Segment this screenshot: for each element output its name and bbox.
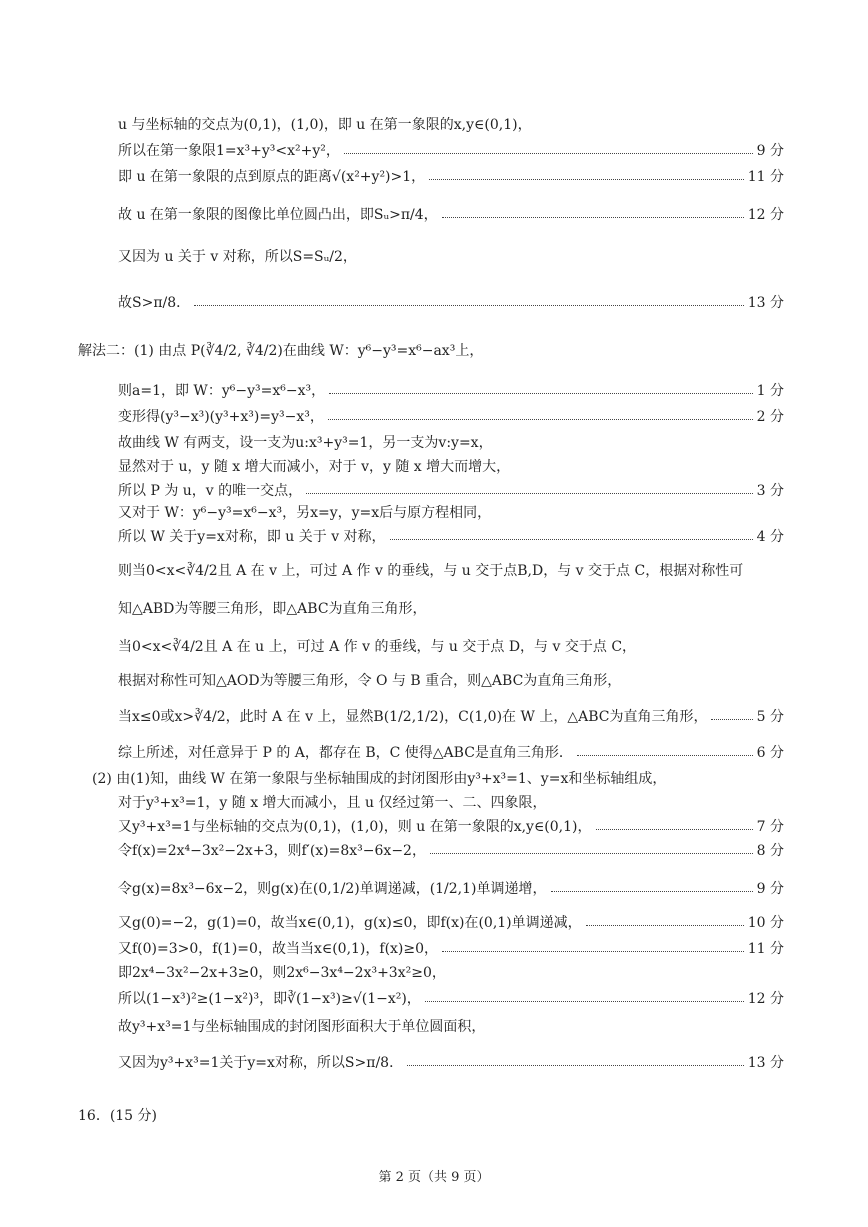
score-label: 13 分 [747,1055,784,1071]
line-text: 故曲线 W 有两支，设一支为u:x³+y³=1，另一支为v:y=x， [118,435,493,451]
line-text: 显然对于 u，y 随 x 增大而减小，对于 v，y 随 x 增大而增大， [118,459,511,475]
dotted-leader [344,153,753,154]
dotted-leader [442,217,744,218]
score-label: 8 分 [756,843,784,859]
score-label: 13 分 [747,295,784,311]
line-text: (2) 由(1)知，曲线 W 在第一象限与坐标轴围成的封闭图形由y³+x³=1、y=x和坐标轴组成， [92,771,667,787]
dotted-leader [328,419,753,420]
line-text: 故y³+x³=1与坐标轴围成的封闭图形面积大于单位圆面积， [118,1019,486,1035]
line-text: 所以(1−x³)²≥(1−x²)³，即∛(1−x³)≥√(1−x²)， [118,991,421,1007]
line-text: 变形得(y³−x³)(y³+x³)=y³−x³， [118,409,324,425]
text-line [118,502,784,522]
line-text: 又对于 W：y⁶−y³=x⁶−x³，另x=y，y=x后与原方程相同， [118,505,492,521]
dotted-leader [577,755,753,756]
text-line [118,292,784,312]
line-text: 则当0<x<∛4/2且 A 在 v 上，可过 A 作 v 的垂线，与 u 交于点B,D，与 v 交于点 C，根据对称性可 [118,563,744,579]
line-text: 所以在第一象限1=x³+y³<x²+y²， [118,143,340,159]
score-label: 9 分 [756,881,784,897]
text-line [118,598,784,618]
line-text: 当x≤0或x>∛4/2，此时 A 在 v 上，显然B(1/2,1/2)，C(1,0)在 W 上，△ABC为直角三角形， [118,709,708,725]
text-line [118,166,784,186]
line-text: 16．(15 分) [78,1108,158,1124]
line-text: 根据对称性可知△AOD为等腰三角形，令 O 与 B 重合，则△ABC为直角三角形， [118,673,622,689]
text-line [118,204,784,224]
text-line [118,380,784,400]
dotted-leader [711,719,752,720]
score-label: 6 分 [756,745,784,761]
dotted-leader [442,951,744,952]
dotted-leader [390,539,753,540]
line-text: 知△ABD为等腰三角形，即△ABC为直角三角形， [118,601,427,617]
text-line [118,962,784,982]
score-label: 11 分 [747,169,784,185]
line-text: 所以 W 关于y=x对称，即 u 关于 v 对称， [118,529,386,545]
text-line [118,792,784,812]
text-line [118,526,784,546]
text-line [118,878,784,898]
text-line [118,246,784,266]
text-line [118,670,784,690]
score-label: 10 分 [747,915,784,931]
line-text: 令g(x)=8x³−6x−2，则g(x)在(0,1/2)单调递减，(1/2,1)单调递增， [118,881,547,897]
score-label: 9 分 [756,143,784,159]
line-text: 对于y³+x³=1，y 随 x 增大而减小，且 u 仅经过第一、二、四象限， [118,795,547,811]
line-text: 又f(0)=3>0，f(1)=0，故当当x∈(0,1)，f(x)≥0， [118,941,439,957]
dotted-leader [429,179,744,180]
text-line [118,406,784,426]
dotted-leader [596,829,753,830]
dotted-leader [407,1065,744,1066]
line-text: 又因为y³+x³=1关于y=x对称，所以S>π/8． [118,1055,404,1071]
text-line [118,432,784,452]
line-text: 即 u 在第一象限的点到原点的距离√(x²+y²)>1， [118,169,426,185]
text-line [78,340,784,360]
line-text: 即2x⁴−3x²−2x+3≥0，则2x⁶−3x⁴−2x³+3x²≥0， [118,965,446,981]
line-text: u 与坐标轴的交点为(0,1)，(1,0)，即 u 在第一象限的x,y∈(0,1)， [118,117,532,133]
line-text: 令f(x)=2x⁴−3x²−2x+3，则f′(x)=8x³−6x−2， [118,843,426,859]
line-text: 又g(0)=−2，g(1)=0，故当x∈(0,1)，g(x)≤0，即f(x)在(0,1)单调递减， [118,915,582,931]
text-line [118,840,784,860]
score-label: 4 分 [756,529,784,545]
score-label: 2 分 [756,409,784,425]
line-text: 则a=1，即 W：y⁶−y³=x⁶−x³， [118,383,326,399]
text-line [118,912,784,932]
score-label: 7 分 [756,819,784,835]
line-text: 故 u 在第一象限的图像比单位圆凸出，即Sᵤ>π/4， [118,207,438,223]
dotted-leader [551,891,753,892]
score-label: 1 分 [756,383,784,399]
line-text: 又因为 u 关于 v 对称，所以S=Sᵤ/2， [118,249,357,265]
text-line [118,706,784,726]
text-line [118,140,784,160]
dotted-leader [306,493,752,494]
dotted-leader [425,1001,744,1002]
score-label: 3 分 [756,483,784,499]
line-text: 当0<x<∛4/2且 A 在 u 上，可过 A 作 v 的垂线，与 u 交于点 D，与 v 交于点 C， [118,639,637,655]
text-line [118,480,784,500]
text-line [118,456,784,476]
dotted-leader [329,393,753,394]
score-label: 12 分 [747,991,784,1007]
line-text: 所以 P 为 u，v 的唯一交点， [118,483,303,499]
text-line [118,742,784,762]
text-line [118,636,784,656]
text-line [118,1052,784,1072]
line-text: 综上所述，对任意异于 P 的 A，都存在 B，C 使得△ABC是直角三角形． [118,745,573,761]
text-line [118,1016,784,1036]
score-label: 5 分 [756,709,784,725]
text-line [92,768,784,788]
text-line [118,988,784,1008]
dotted-leader [194,305,744,306]
line-text: 故S>π/8． [118,295,191,311]
dotted-leader [430,853,753,854]
text-line [78,1105,784,1125]
text-line [118,114,784,134]
line-text: 解法二：(1) 由点 P(∛4/2, ∛4/2)在曲线 W：y⁶−y³=x⁶−ax³上， [78,343,484,359]
text-line [118,938,784,958]
score-label: 12 分 [747,207,784,223]
page-footer: 第 2 页（共 9 页） [378,1170,490,1185]
text-line [118,816,784,836]
score-label: 11 分 [747,941,784,957]
line-text: 又y³+x³=1与坐标轴的交点为(0,1)，(1,0)，则 u 在第一象限的x,y∈(0,1)， [118,819,592,835]
text-line [118,560,784,580]
dotted-leader [586,925,744,926]
